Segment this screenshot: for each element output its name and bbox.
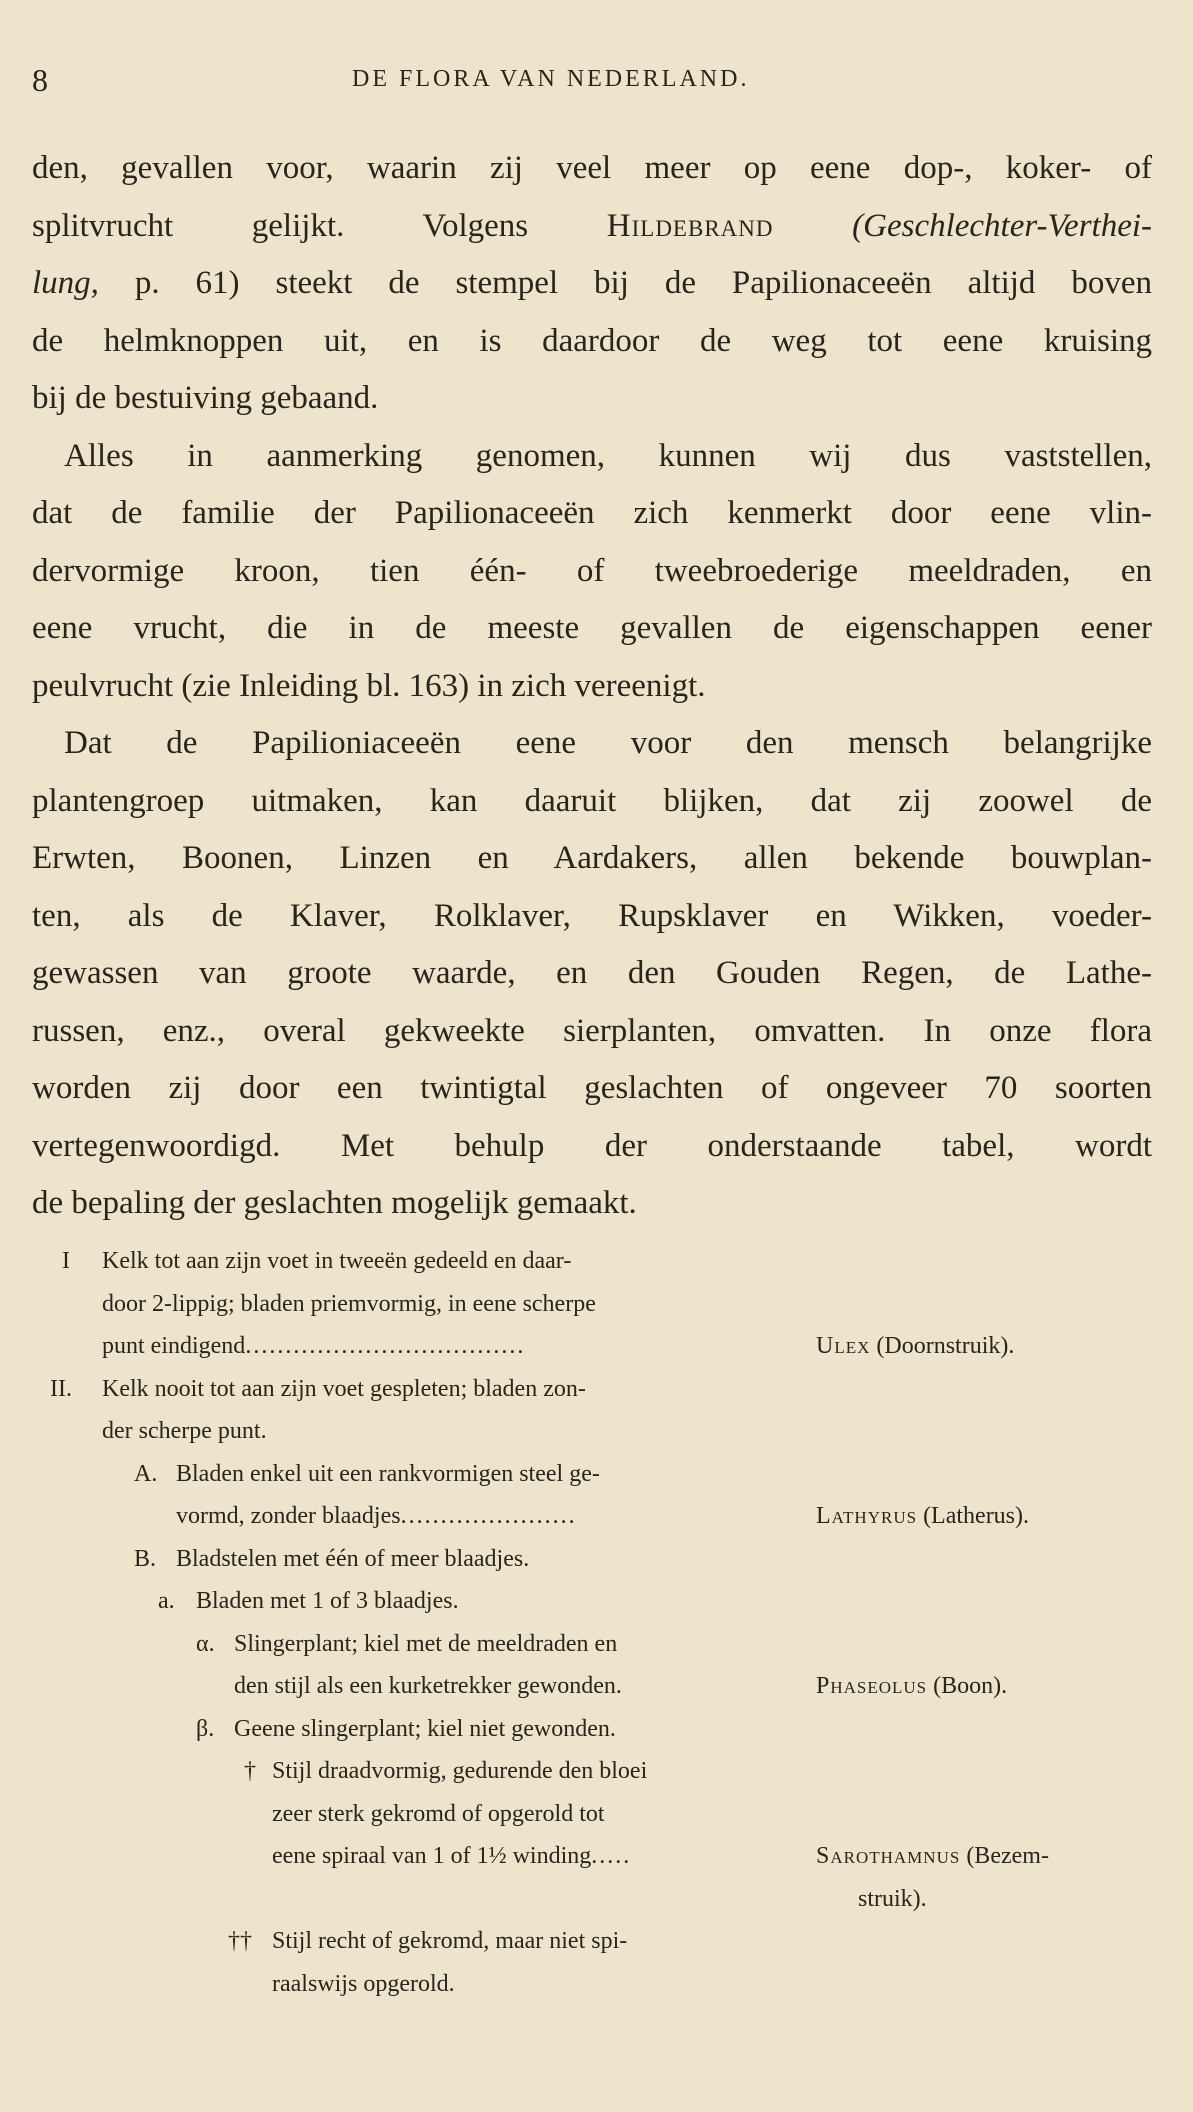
leader-dots: ...................... <box>400 1503 577 1529</box>
text-line: dat de familie der Papilionaceeën zich kenmerkt door eene vlin- <box>32 495 1152 531</box>
text-line: Erwten, Boonen, Linzen en Aardakers, allen bekende bouwplan- <box>32 840 1152 876</box>
key-text: Bladen enkel uit een rankvormigen steel ge- <box>176 1460 600 1487</box>
key-line <box>0 1283 1193 1326</box>
key-line <box>0 1368 1193 1411</box>
key-text: Bladstelen met één of meer blaadjes. <box>176 1545 530 1572</box>
text-line: dervormige kroon, tien één- of tweebroederige meeldraden, en <box>32 552 1152 589</box>
key-text: der scherpe punt. <box>102 1418 267 1444</box>
common-name: (Doornstruik). <box>876 1333 1015 1359</box>
key-marker: † <box>244 1758 256 1784</box>
key-marker: †† <box>228 1928 252 1954</box>
key-text: Stijl recht of gekromd, maar niet spi- <box>272 1928 628 1954</box>
book-title: (Geschlechter-Verthei- <box>852 207 1152 244</box>
key-line <box>0 1708 1193 1751</box>
text-line: peulvrucht (zie Inleiding bl. 163) in zich vereenigt. <box>32 667 706 704</box>
key-line <box>0 1453 1193 1496</box>
text-line: gewassen van groote waarde, en den Gouden Regen, de Lathe- <box>32 955 1152 991</box>
key-line <box>0 1750 1193 1793</box>
page-number: 8 <box>32 62 48 98</box>
identification-key <box>0 1240 1193 2005</box>
text-line: de bepaling der geslachten mogelijk gemaakt. <box>32 1185 637 1221</box>
key-text: Kelk tot aan zijn voet in tweeën gedeeld en daar- <box>102 1248 572 1274</box>
text-line: ten, als de Klaver, Rolklaver, Rupsklaver en Wikken, voeder- <box>32 897 1152 934</box>
key-text: zeer sterk gekromd of opgerold tot <box>272 1800 605 1827</box>
key-text: Bladen met 1 of 3 blaadjes. <box>196 1588 459 1614</box>
key-line <box>0 1410 1193 1453</box>
text-line: Dat de Papilioniaceeën eene voor den mensch belangrijke <box>64 725 1152 761</box>
genus-name: Ulex <box>816 1333 871 1359</box>
key-text: eene spiraal van 1 of 1½ winding <box>272 1843 592 1869</box>
genus-name: Lathyrus <box>816 1503 918 1529</box>
text-line: worden zij door een twintigtal geslachten of ongeveer 70 soorten <box>32 1070 1152 1106</box>
key-line <box>0 1920 1193 1963</box>
key-line <box>0 1538 1193 1581</box>
key-line <box>0 1240 1193 1283</box>
common-name: struik). <box>858 1885 927 1912</box>
key-line <box>0 1495 1193 1538</box>
key-text: vormd, zonder blaadjes <box>176 1503 401 1529</box>
key-line <box>0 1878 1193 1921</box>
key-line <box>0 1623 1193 1666</box>
common-name: (Latherus). <box>923 1503 1030 1529</box>
key-marker: B. <box>134 1545 157 1572</box>
text-line: bij de bestuiving gebaand. <box>32 380 379 416</box>
key-line <box>0 1325 1193 1368</box>
text-line: lung, p. 61) steekt de stempel bij de Papilionaceeën altijd boven <box>32 265 1152 301</box>
leader-dots: ..... <box>591 1843 632 1869</box>
text-line: de helmknoppen uit, en is daardoor de weg tot eene kruising <box>32 322 1152 359</box>
key-marker: II. <box>50 1375 72 1402</box>
key-text: Geene slingerplant; kiel niet gewonden. <box>234 1715 616 1742</box>
key-marker: A. <box>134 1460 158 1487</box>
text-line: plantengroep uitmaken, kan daaruit blijken, dat zij zoowel de <box>32 782 1152 819</box>
text-line: vertegenwoordigd. Met behulp der onderstaande tabel, wordt <box>32 1127 1152 1164</box>
author-name: Hildebrand <box>606 207 774 244</box>
key-text: door 2-lippig; bladen priemvormig, in eene scherpe <box>102 1290 596 1317</box>
text-line: eene vrucht, die in de meeste gevallen de eigenschappen eener <box>32 610 1152 646</box>
text-line: Alles in aanmerking genomen, kunnen wij dus vaststellen, <box>64 437 1152 474</box>
genus-name: Phaseolus <box>816 1673 928 1699</box>
running-title: DE FLORA VAN NEDERLAND. <box>352 66 750 92</box>
page-header <box>32 62 1153 106</box>
genus-name: Sarothamnus <box>816 1843 961 1869</box>
key-text: den stijl als een kurketrekker gewonden. <box>234 1673 622 1699</box>
key-text: Stijl draadvormig, gedurende den bloei <box>272 1758 648 1784</box>
key-line <box>0 1963 1193 2006</box>
key-marker: β. <box>196 1715 215 1742</box>
key-text: raalswijs opgerold. <box>272 1970 455 1997</box>
key-marker: a. <box>158 1588 175 1614</box>
key-text: punt eindigend <box>102 1333 246 1359</box>
key-line <box>0 1793 1193 1836</box>
common-name: (Bezem- <box>966 1843 1049 1869</box>
text-line: den, gevallen voor, waarin zij veel meer op eene dop-, koker- of <box>32 150 1152 186</box>
body-text <box>32 140 1152 1233</box>
key-text: Kelk nooit tot aan zijn voet gespleten; bladen zon- <box>102 1375 586 1402</box>
common-name: (Boon). <box>933 1673 1008 1699</box>
key-line <box>0 1580 1193 1623</box>
leader-dots: ................................... <box>245 1333 526 1359</box>
key-marker: α. <box>196 1630 215 1657</box>
text-line: splitvrucht gelijkt. Volgens Hildebrand (Geschlechter-Verthei- <box>32 207 1152 244</box>
key-marker: I <box>62 1248 70 1274</box>
key-text: Slingerplant; kiel met de meeldraden en <box>234 1630 618 1657</box>
key-line <box>0 1835 1193 1878</box>
text-line: russen, enz., overal gekweekte sierplanten, omvatten. In onze flora <box>32 1012 1152 1049</box>
key-line <box>0 1665 1193 1708</box>
